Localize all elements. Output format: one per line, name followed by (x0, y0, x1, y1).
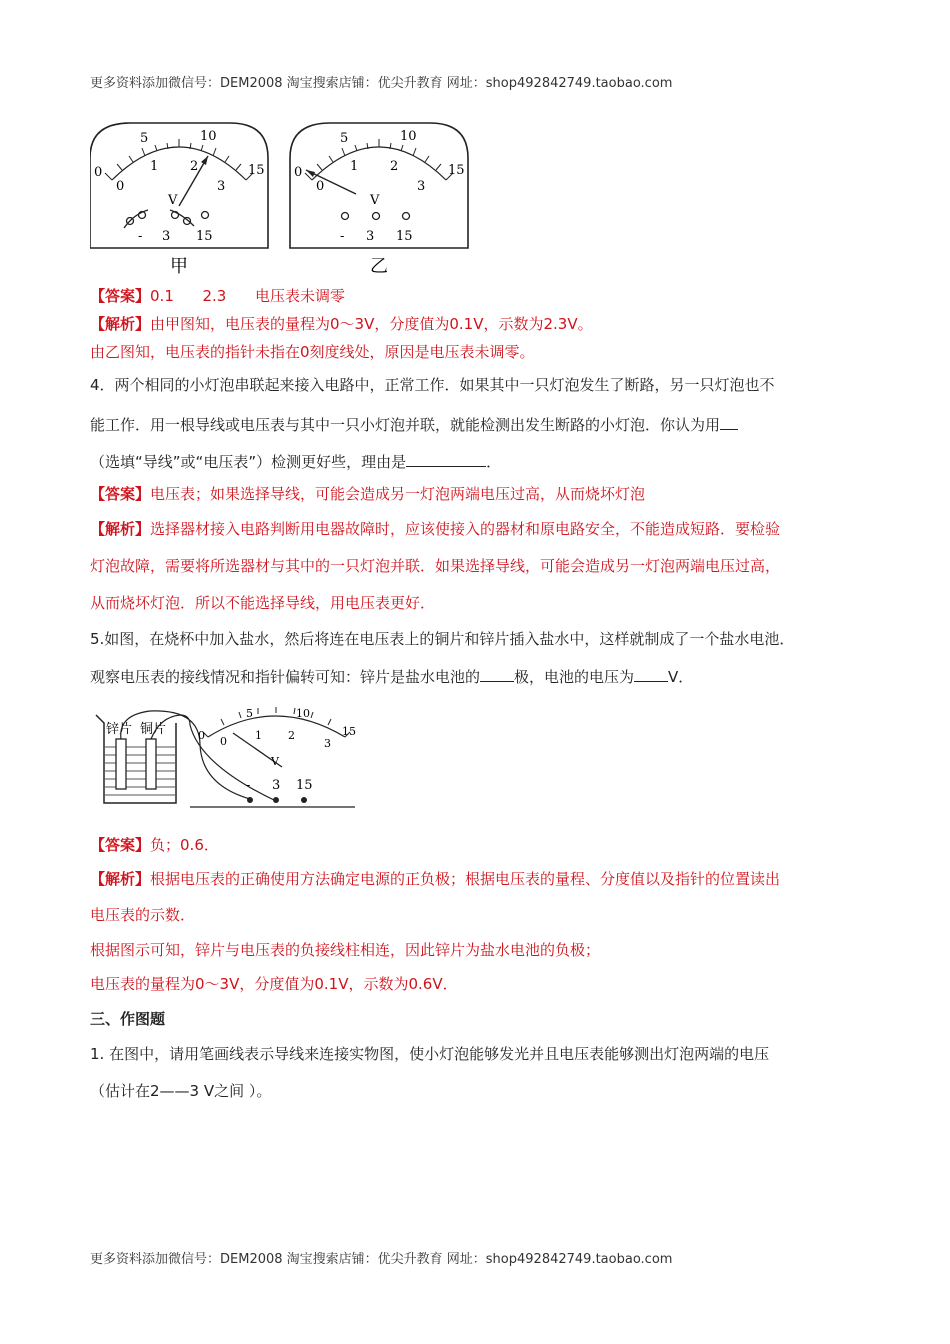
q4-answer-text: 电压表；如果选择导线，可能会造成另一灯泡两端电压过高，从而烧坏灯泡 (150, 485, 646, 503)
meter-jia-terminal-15: 15 (196, 229, 213, 244)
meter-jia-bottom-0: 0 (116, 179, 125, 194)
meter-jia-top-15: 15 (248, 163, 265, 178)
q5-blank-1 (480, 665, 514, 682)
voltmeter-yi (290, 123, 468, 277)
q4-blank-2 (406, 450, 486, 467)
meter-yi-top-10: 10 (400, 129, 417, 144)
small-meter-top-10: 10 (296, 707, 310, 720)
small-meter-terminal-dot-neg (247, 797, 253, 803)
meter-jia-bottom-2: 2 (190, 159, 199, 174)
small-meter-top-0: 0 (198, 729, 205, 742)
q3-answer-text: 0.1 2.3 电压表未调零 (150, 287, 345, 305)
meter-yi-top-15: 15 (448, 163, 465, 178)
meter-jia-terminal-neg: - (138, 229, 143, 244)
page-footer: 更多资料添加微信号：DEM2008 淘宝搜索店铺：优尖升教育 网址：shop492842749.taobao.com (90, 1252, 673, 1267)
q5-answer-tag: 【答案】 (90, 836, 151, 854)
q5-line1: 5.如图，在烧杯中加入盐水，然后将连在电压表上的铜片和锌片插入盐水中，这样就制成了一个盐水电池． (90, 630, 795, 648)
page-header: 更多资料添加微信号：DEM2008 淘宝搜索店铺：优尖升教育 网址：shop492842749.taobao.com (90, 76, 673, 91)
meter-jia-terminal-3: 3 (162, 229, 171, 244)
meter-yi-caption: 乙 (370, 256, 388, 277)
q5-analysis-line4: 电压表的量程为0～3V，分度值为0.1V，示数为0.6V． (90, 975, 458, 993)
section-3-title: 三、作图题 (90, 1010, 166, 1028)
small-meter-top-5: 5 (246, 707, 253, 720)
small-meter-terminal-dot-15 (301, 797, 307, 803)
q5-analysis-text1: 根据电压表的正确使用方法确定电源的正负极；根据电压表的量程、分度值以及指针的位置读出 (150, 870, 781, 888)
meter-yi-terminal-3: 3 (366, 229, 375, 244)
meter-yi-bottom-2: 2 (390, 159, 399, 174)
meter-jia-bottom-1: 1 (150, 159, 159, 174)
meter-yi-bottom-3: 3 (417, 179, 426, 194)
small-meter-terminal-neg: - (246, 778, 251, 793)
q3-analysis-text1: 由甲图知，电压表的量程为0～3V，分度值为0.1V，示数为2.3V。 (150, 315, 593, 333)
q4-line1: 4．两个相同的小灯泡串联起来接入电路中，正常工作．如果其中一只灯泡发生了断路，另一只灯泡也不 (90, 376, 775, 394)
q3-analysis-line1 (90, 314, 865, 334)
q4-analysis-line3: 从而烧坏灯泡．所以不能选择导线，用电压表更好． (90, 594, 436, 612)
q4-analysis-tag: 【解析】 (90, 520, 151, 538)
meter-yi-terminal-neg: - (340, 229, 345, 244)
q5-analysis-line1 (90, 869, 865, 889)
voltmeter-figures (90, 118, 480, 278)
small-meter-terminal-3: 3 (272, 778, 281, 793)
q3-answer-tag: 【答案】 (90, 287, 151, 305)
meter-yi-terminal-15: 15 (396, 229, 413, 244)
q4-analysis-line1 (90, 519, 865, 539)
q5-analysis-line2: 电压表的示数． (90, 906, 196, 924)
zinc-plate (116, 739, 126, 789)
meter-jia-unit: V (168, 193, 178, 208)
meter-yi-bottom-0: 0 (316, 179, 325, 194)
meter-jia-top-5: 5 (140, 131, 149, 146)
q5-analysis-tag: 【解析】 (90, 870, 151, 888)
q4-answer (90, 484, 865, 504)
q4-analysis-text1: 选择器材接入电路判断用电器故障时，应该使接入的器材和原电路安全，不能造成短路．要检验 (150, 520, 781, 538)
q5-answer-text: 负；0.6． (150, 836, 219, 854)
q4-line3-text: （选填“导线”或“电压表”）检测更好些，理由是 (90, 453, 407, 471)
section-3-q1-line2: （估计在2——3 V之间 ）。 (90, 1082, 272, 1100)
small-meter-bottom-3: 3 (324, 737, 331, 750)
q4-line3 (90, 450, 865, 472)
copper-plate (146, 739, 156, 789)
small-meter-bottom-0: 0 (220, 735, 227, 748)
q4-line2-text: 能工作．用一根导线或电压表与其中一只小灯泡并联，就能检测出发生断路的小灯泡．你认为用 (90, 416, 721, 434)
q4-line2 (90, 413, 865, 435)
small-meter-unit: V (271, 755, 279, 768)
meter-yi-top-5: 5 (340, 131, 349, 146)
meter-jia-top-0: 0 (94, 165, 103, 180)
small-meter-arc (208, 716, 345, 737)
q4-answer-tag: 【答案】 (90, 485, 151, 503)
q3-answer (90, 286, 865, 306)
q3-analysis-tag: 【解析】 (90, 315, 151, 333)
zinc-label: 锌片 (106, 722, 133, 737)
small-meter-top-15: 15 (342, 725, 356, 738)
q5-line2-text-a: 观察电压表的接线情况和指针偏转可知：锌片是盐水电池的 (90, 668, 481, 686)
meter-jia-caption: 甲 (170, 256, 188, 277)
salt-battery-figure (90, 705, 360, 810)
copper-label: 铜片 (140, 722, 167, 737)
meter-jia-top-10: 10 (200, 129, 217, 144)
meter-jia-bottom-3: 3 (217, 179, 226, 194)
small-meter-terminal-dot-3 (273, 797, 279, 803)
small-meter-bottom-2: 2 (288, 729, 295, 742)
small-meter-bottom-1: 1 (255, 729, 262, 742)
section-3-q1-line1: 1. 在图中，请用笔画线表示导线来连接实物图，使小灯泡能够发光并且电压表能够测出灯泡两端的电压 (90, 1045, 770, 1063)
q4-blank-1 (720, 413, 738, 430)
q5-blank-2 (634, 665, 668, 682)
small-meter-terminal-15: 15 (296, 778, 313, 793)
q5-line2-text-c: V． (668, 668, 694, 686)
q4-line3-end: ． (486, 453, 502, 471)
meter-yi-bottom-1: 1 (350, 159, 359, 174)
voltmeter-jia (90, 123, 268, 277)
q5-line2-text-b: 极，电池的电压为 (514, 668, 635, 686)
q5-analysis-line3: 根据图示可知，锌片与电压表的负接线柱相连，因此锌片为盐水电池的负极； (90, 941, 601, 959)
meter-yi-unit: V (370, 193, 380, 208)
q3-analysis-line2: 由乙图知，电压表的指针未指在0刻度线处，原因是电压表未调零。 (90, 343, 535, 361)
meter-yi-top-0: 0 (294, 165, 303, 180)
small-meter-ticks (203, 707, 350, 737)
q5-answer (90, 835, 865, 855)
q4-analysis-line2: 灯泡故障，需要将所选器材与其中的一只灯泡并联．如果选择导线，可能会造成另一灯泡两端电压过高， (90, 557, 781, 575)
q5-line2 (90, 665, 865, 687)
